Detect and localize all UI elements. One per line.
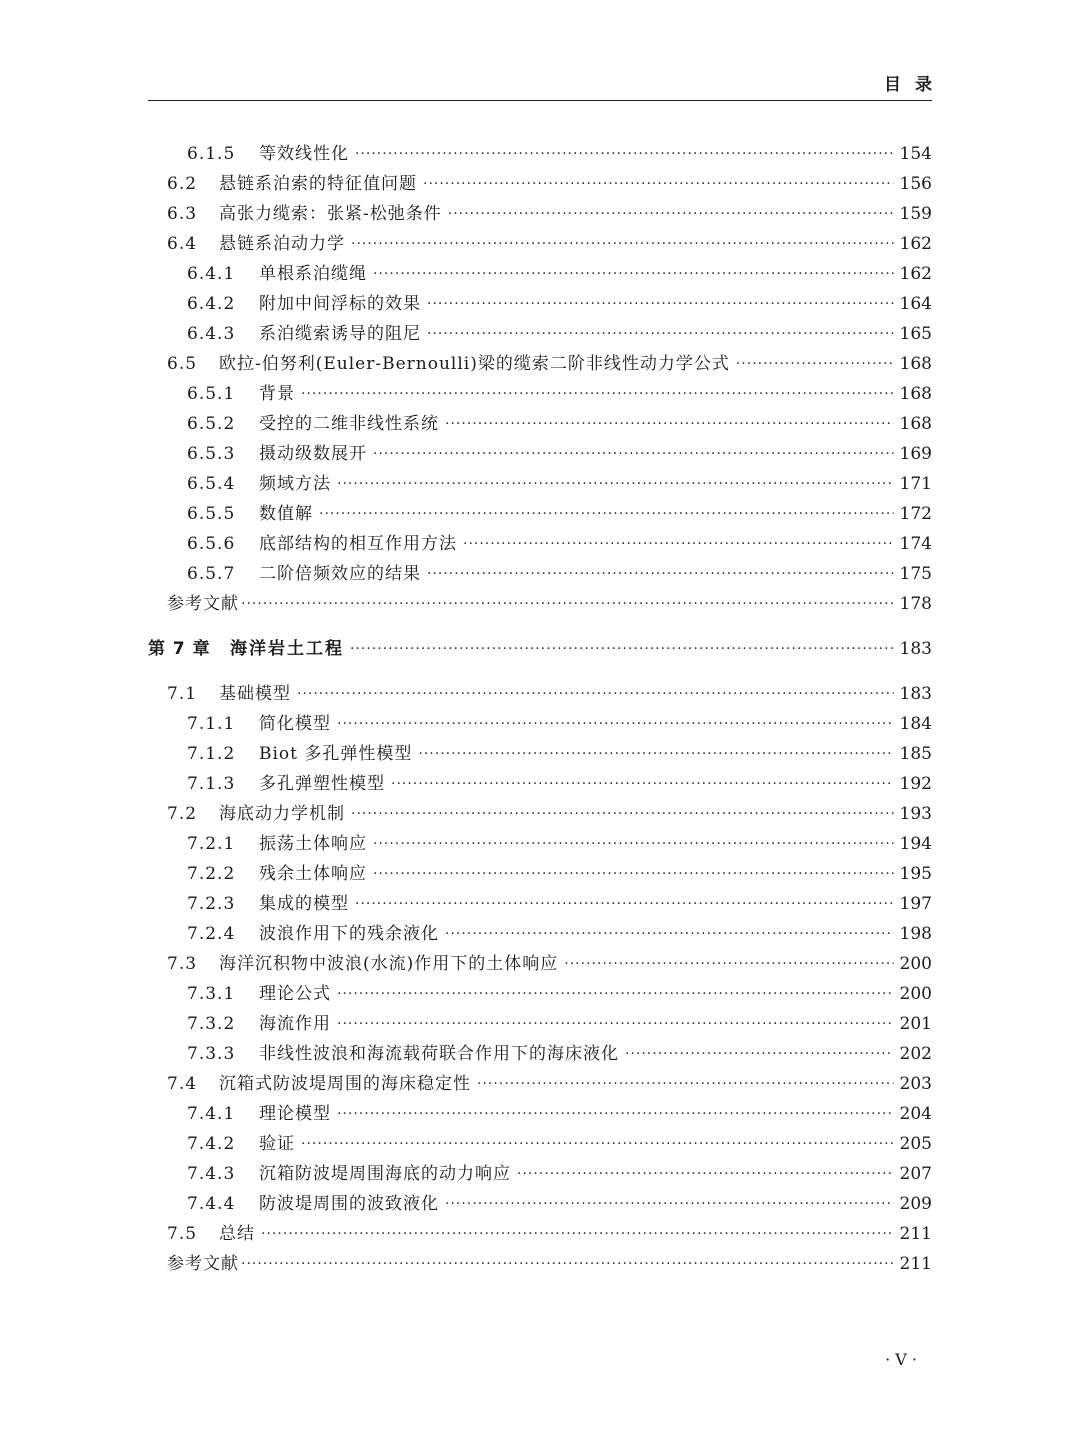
toc-entry-page: 178 (899, 594, 932, 614)
toc-entry-number: 第 7 章 (148, 639, 211, 659)
toc-entry[interactable] (187, 379, 932, 409)
toc-entry-number: 7.4.3 (187, 1164, 236, 1184)
toc-entry-page: 194 (899, 834, 932, 854)
toc-entry-title: 高张力缆索：张紧-松弛条件 (219, 204, 442, 224)
toc-entry-number: 7.4.1 (187, 1104, 236, 1124)
toc-entry-page: 203 (899, 1074, 932, 1094)
toc-entry-page: 175 (899, 564, 932, 584)
toc-entry-number: 6.5.4 (187, 474, 236, 494)
toc-entry-number: 6.4.2 (187, 294, 236, 314)
toc-entry-title: 海洋岩土工程 (230, 639, 344, 659)
toc-entry[interactable] (187, 409, 932, 439)
toc-entry[interactable] (187, 319, 932, 349)
toc-entry-title: 沉箱式防波堤周围的海床稳定性 (219, 1074, 471, 1094)
toc-leader-dots (625, 1039, 894, 1069)
toc-entry[interactable] (187, 499, 932, 529)
toc-entry[interactable] (167, 1219, 932, 1249)
toc-entry-number: 7.1.3 (187, 774, 236, 794)
toc-entry-page: 156 (899, 174, 932, 194)
toc-entry-page: 195 (899, 864, 932, 884)
toc-entry-title: 总结 (219, 1224, 255, 1244)
toc-entry[interactable] (187, 139, 932, 169)
toc-entry-number: 7.3.3 (187, 1044, 236, 1064)
toc-entry-page: 169 (899, 444, 932, 464)
toc-entry-number: 6.2 (167, 174, 198, 194)
toc-entry-number: 7.4 (167, 1074, 198, 1094)
toc-entry[interactable] (187, 1099, 932, 1129)
toc-leader-dots (391, 769, 894, 799)
toc-entry[interactable] (187, 469, 932, 499)
toc-entry-number: 7.4.2 (187, 1134, 236, 1154)
toc-entry-title: 参考文献 (167, 1254, 239, 1274)
toc-entry-page: 171 (899, 474, 932, 494)
toc-entry-number: 6.5.7 (187, 564, 236, 584)
toc-entry[interactable] (187, 709, 932, 739)
toc-entry[interactable] (187, 859, 932, 889)
toc-entry-number: 6.4 (167, 234, 198, 254)
toc-entry[interactable] (167, 1069, 932, 1099)
toc-entry-title: 简化模型 (259, 714, 331, 734)
toc-entry-title: 等效线性化 (259, 144, 349, 164)
toc-entry-title: 数值解 (259, 504, 313, 524)
toc-entry[interactable] (167, 589, 932, 619)
toc-entry[interactable] (187, 559, 932, 589)
toc-entry-number: 7.3.2 (187, 1014, 236, 1034)
toc-leader-dots (350, 634, 894, 664)
toc-entry[interactable] (187, 829, 932, 859)
toc-entry-number: 6.5.6 (187, 534, 236, 554)
toc-entry[interactable] (187, 919, 932, 949)
toc-leader-dots (477, 1069, 894, 1099)
toc-entry-title: 防波堤周围的波致液化 (259, 1194, 439, 1214)
toc-entry-number: 7.1.1 (187, 714, 236, 734)
toc-entry-number: 7.3.1 (187, 984, 236, 1004)
toc-entry[interactable] (187, 439, 932, 469)
toc-entry-number: 7.3 (167, 954, 198, 974)
toc-entry-title: 海流作用 (259, 1014, 331, 1034)
toc-entry-page: 211 (899, 1254, 932, 1274)
toc-entry-title: 背景 (259, 384, 295, 404)
running-header (148, 68, 946, 101)
toc-entry-title: 悬链系泊索的特征值问题 (219, 174, 417, 194)
toc-leader-dots (736, 349, 894, 379)
toc-entry-title: 多孔弹塑性模型 (259, 774, 385, 794)
toc-entry-number: 6.5.3 (187, 444, 236, 464)
toc-entry-page: 201 (899, 1014, 932, 1034)
toc-leader-dots (351, 799, 894, 829)
toc-entry-page: 164 (899, 294, 932, 314)
toc-entry-title: 验证 (259, 1134, 295, 1154)
toc-leader-dots (241, 1249, 894, 1279)
toc-leader-dots (418, 739, 893, 769)
toc-entry[interactable] (187, 1039, 932, 1069)
toc-entry-page: 198 (899, 924, 932, 944)
toc-leader-dots (373, 829, 894, 859)
toc-entry-title: 欧拉-伯努利(Euler-Bernoulli)梁的缆索二阶非线性动力学公式 (219, 354, 730, 374)
toc-entry-number: 7.4.4 (187, 1194, 236, 1214)
toc-leader-dots (301, 379, 894, 409)
toc-entry-page: 165 (899, 324, 932, 344)
toc-entry-number: 6.5 (167, 354, 198, 374)
toc-entry-title: 底部结构的相互作用方法 (259, 534, 457, 554)
toc-leader-dots (463, 529, 894, 559)
toc-entry-title: 振荡土体响应 (259, 834, 367, 854)
toc-entry-title: 非线性波浪和海流载荷联合作用下的海床液化 (259, 1044, 619, 1064)
toc-entry-title: 理论模型 (259, 1104, 331, 1124)
toc-leader-dots (337, 1009, 894, 1039)
toc-entry[interactable] (187, 979, 932, 1009)
toc-entry[interactable] (187, 1009, 932, 1039)
toc-leader-dots (517, 1159, 894, 1189)
toc-entry[interactable] (167, 229, 932, 259)
toc-entry-page: 168 (899, 354, 932, 374)
toc-entry-title: 悬链系泊动力学 (219, 234, 345, 254)
toc-leader-dots (319, 499, 894, 529)
toc-leader-dots (373, 439, 894, 469)
toc-entry-page: 207 (899, 1164, 932, 1184)
toc-entry-title: 系泊缆索诱导的阻尼 (259, 324, 421, 344)
toc-leader-dots (337, 469, 894, 499)
toc-entry-page: 185 (899, 744, 932, 764)
toc-entry-title: 集成的模型 (259, 894, 349, 914)
toc-leader-dots (337, 979, 894, 1009)
toc-entry-title: 基础模型 (219, 684, 291, 704)
toc-entry-title: Biot 多孔弹性模型 (259, 744, 413, 764)
toc-entry-number: 6.5.5 (187, 504, 236, 524)
toc-entry-title: 沉箱防波堤周围海底的动力响应 (259, 1164, 511, 1184)
toc-leader-dots (261, 1219, 894, 1249)
toc-leader-dots (241, 589, 894, 619)
toc-entry-title: 波浪作用下的残余液化 (259, 924, 439, 944)
toc-entry[interactable] (167, 169, 932, 199)
toc-entry-page: 184 (899, 714, 932, 734)
toc-entry-page: 162 (899, 234, 932, 254)
toc-entry[interactable] (187, 739, 932, 769)
toc-leader-dots (355, 889, 894, 919)
toc-entry[interactable] (167, 1249, 932, 1279)
toc-entry[interactable] (187, 1129, 932, 1159)
toc-entry-page: 197 (899, 894, 932, 914)
toc-entry-page: 200 (899, 954, 932, 974)
toc-entry-page: 154 (899, 144, 932, 164)
toc-entry-page: 209 (899, 1194, 932, 1214)
toc-leader-dots (351, 229, 894, 259)
toc-entry[interactable] (167, 799, 932, 829)
toc-entry-number: 7.2.1 (187, 834, 236, 854)
toc-entry-page: 168 (899, 384, 932, 404)
toc-entry-title: 理论公式 (259, 984, 331, 1004)
toc-entry-page: 162 (899, 264, 932, 284)
toc-entry[interactable] (167, 199, 932, 229)
toc-leader-dots (427, 559, 894, 589)
toc-entry-title: 频域方法 (259, 474, 331, 494)
toc-entry-page: 211 (899, 1224, 932, 1244)
toc-entry-number: 6.4.1 (187, 264, 236, 284)
toc-entry[interactable] (148, 634, 932, 664)
toc-entry[interactable] (187, 1189, 932, 1219)
toc-entry-page: 183 (899, 639, 932, 659)
toc-entry-page: 204 (899, 1104, 932, 1124)
toc-entry-page: 183 (899, 684, 932, 704)
toc-entry-number: 7.1.2 (187, 744, 236, 764)
toc-entry-number: 6.3 (167, 204, 198, 224)
toc-leader-dots (373, 259, 894, 289)
toc-entry-title: 参考文献 (167, 594, 239, 614)
toc-leader-dots (564, 949, 893, 979)
toc-leader-dots (301, 1129, 894, 1159)
toc-entry-title: 单根系泊缆绳 (259, 264, 367, 284)
toc-entry-page: 159 (899, 204, 932, 224)
toc-leader-dots (373, 859, 894, 889)
toc-entry-page: 193 (899, 804, 932, 824)
toc-entry-number: 6.1.5 (187, 144, 236, 164)
toc-leader-dots (423, 169, 894, 199)
toc-entry[interactable] (167, 349, 932, 379)
toc-entry-page: 174 (899, 534, 932, 554)
toc-leader-dots (427, 319, 894, 349)
toc-entry[interactable] (167, 679, 932, 709)
page-number: · V · (885, 1350, 917, 1369)
toc-entry-number: 7.2.4 (187, 924, 236, 944)
toc-entry[interactable] (187, 889, 932, 919)
toc-entry-number: 6.4.3 (187, 324, 236, 344)
toc-entry-title: 附加中间浮标的效果 (259, 294, 421, 314)
toc-leader-dots (445, 409, 894, 439)
toc-entry[interactable] (187, 769, 932, 799)
toc-leader-dots (445, 1189, 894, 1219)
toc-entry-page: 200 (899, 984, 932, 1004)
toc-leader-dots (448, 199, 894, 229)
toc-leader-dots (427, 289, 894, 319)
toc-entry-page: 172 (899, 504, 932, 524)
toc-leader-dots (355, 139, 894, 169)
toc-entry-title: 海底动力学机制 (219, 804, 345, 824)
toc-leader-dots (337, 709, 894, 739)
toc-entry-number: 7.2 (167, 804, 198, 824)
toc-entry-page: 202 (899, 1044, 932, 1064)
toc-leader-dots (297, 679, 894, 709)
toc-leader-dots (445, 919, 894, 949)
toc-entry-number: 7.5 (167, 1224, 198, 1244)
toc-entry-title: 摄动级数展开 (259, 444, 367, 464)
toc-entry-number: 7.1 (167, 684, 198, 704)
toc-entry[interactable] (187, 289, 932, 319)
toc-entry-number: 7.2.2 (187, 864, 236, 884)
toc-entry-title: 残余土体响应 (259, 864, 367, 884)
toc-entry-page: 168 (899, 414, 932, 434)
toc-entry-number: 6.5.1 (187, 384, 236, 404)
toc-entry-page: 205 (899, 1134, 932, 1154)
toc-entry[interactable] (187, 529, 932, 559)
toc-entry-number: 7.2.3 (187, 894, 236, 914)
toc-entry-title: 受控的二维非线性系统 (259, 414, 439, 434)
header-title: 目录 (884, 75, 946, 95)
toc-entry[interactable] (187, 1159, 932, 1189)
toc-leader-dots (337, 1099, 894, 1129)
toc-entry-page: 192 (899, 774, 932, 794)
toc-entry[interactable] (167, 949, 932, 979)
toc-entry-title: 海洋沉积物中波浪(水流)作用下的土体响应 (219, 954, 559, 974)
toc-entry-number: 6.5.2 (187, 414, 236, 434)
toc-entry[interactable] (187, 259, 932, 289)
toc-entry-title: 二阶倍频效应的结果 (259, 564, 421, 584)
